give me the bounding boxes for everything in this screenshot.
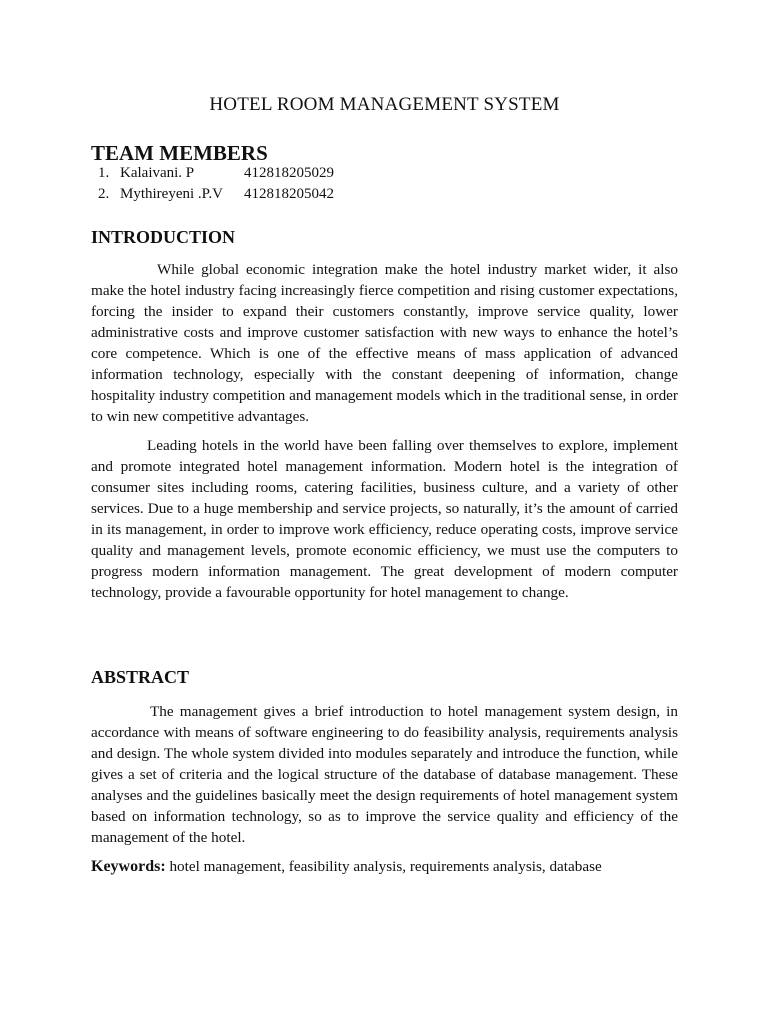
member-number: 1. [98,165,110,181]
member-name: Mythireyeni .P.V [120,186,223,202]
abstract-heading: ABSTRACT [91,667,190,687]
member-id: 412818205042 [244,186,334,202]
keywords-line [91,856,678,877]
introduction-heading: INTRODUCTION [91,227,236,247]
member-id: 412818205029 [244,165,334,181]
team-member-item [98,184,334,205]
keywords-text: hotel management, feasibility analysis, requirements analysis, database [169,858,602,875]
introduction-paragraph-2: Leading hotels in the world have been falling over themselves to explore, implement and promote integrated hotel management information. Modern hotel is the integration of consumer sites including rooms, catering facilities, business culture, and a variety of other services. Due to a huge membership and service projects, so naturally, it’s the amount of carried in its management, in order to improve work efficiency, reduce operating costs, improve service quality and management levels, promote economic efficiency, we must use the computers to progress modern information management. The great development of modern computer technology, provide a favourable opportunity for hotel management to change. [91,437,678,601]
document-title: HOTEL ROOM MANAGEMENT SYSTEM [209,94,560,115]
team-members-list [98,163,334,205]
member-name: Kalaivani. P [120,165,195,181]
team-member-item [98,163,334,184]
team-members-heading: TEAM MEMBERS [91,141,268,165]
abstract-paragraph: The management gives a brief introduction to hotel management system design, in accordance with means of software engineering to do feasibility analysis, requirements analysis and design. The whole system divided into modules separately and introduce the function, while gives a set of criteria and the logical structure of the database of database management. These analyses and the guidelines basically meet the design requirements of hotel management system based on information technology, so as to improve the service quality and efficiency of the management of the hotel. [91,703,678,846]
keywords-label: Keywords: [91,858,166,875]
introduction-paragraph-1: While global economic integration make the hotel industry market wider, it also make the hotel industry facing increasingly fierce competition and rising customer expectations, forcing the insider to expand their customers constantly, improve service quality, lower administrative costs and improve customer satisfaction with new ways to enhance the hotel’s core competence. Which is one of the effective means of mass application of advanced information technology, especially with the constant deepening of information, change hospitality industry competition and management models which in the traditional sense, in order to win new competitive advantages. [91,261,678,425]
member-number: 2. [98,186,110,202]
